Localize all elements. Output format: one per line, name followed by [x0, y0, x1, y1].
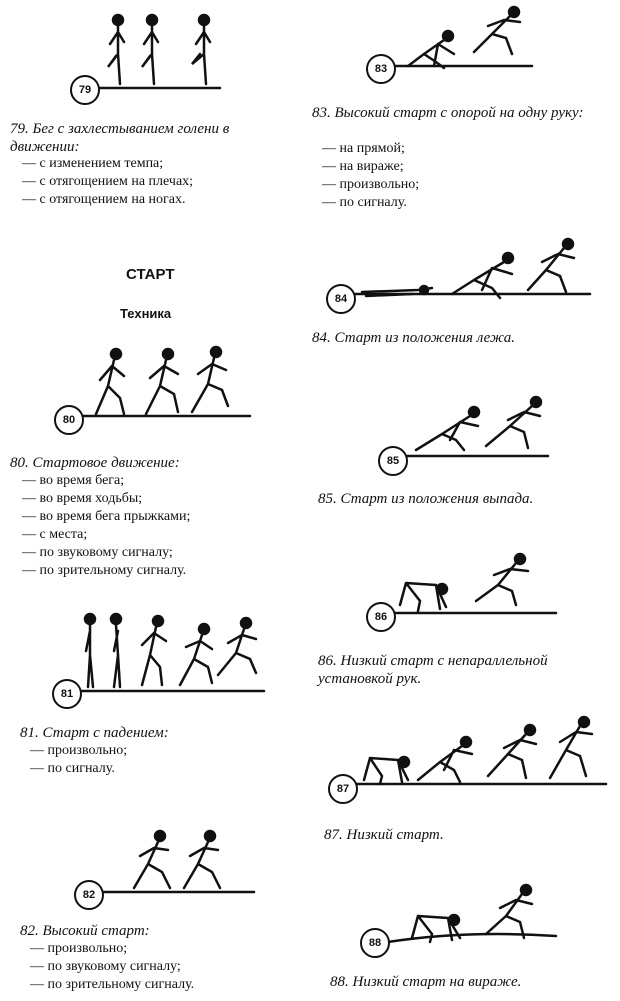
- list-item: — с места;: [22, 526, 190, 544]
- section-subtitle: Техника: [120, 306, 172, 321]
- figure-87: [326, 712, 611, 804]
- list-80: [22, 472, 190, 580]
- figure-85: [376, 390, 556, 474]
- figure-number-badge: 88: [360, 928, 390, 958]
- list-item: — с изменением темпа;: [22, 155, 193, 173]
- figure-87-drawing: [326, 712, 611, 804]
- caption-88: 88. Низкий старт на вираже.: [330, 974, 522, 990]
- list-item: — по зрительному сигналу.: [30, 976, 194, 994]
- caption-79: 79. Бег с захлестыванием голени в движении:: [10, 121, 230, 155]
- list-item: — произвольно;: [322, 176, 419, 194]
- caption-86: 86. Низкий старт с непараллельной установкой рук.: [318, 653, 548, 687]
- figure-83: [364, 2, 539, 84]
- list-81: [30, 742, 127, 778]
- figure-number-badge: 83: [366, 54, 396, 84]
- figure-number-badge: 81: [52, 679, 82, 709]
- list-83: [322, 140, 419, 212]
- list-item: — по звуковому сигналу;: [22, 544, 190, 562]
- figure-84-drawing: [322, 234, 594, 314]
- figure-84: [322, 234, 594, 314]
- list-item: — с отягощением на плечах;: [22, 173, 193, 191]
- section-title: СТАРТ: [126, 266, 175, 283]
- list-82: [30, 940, 194, 994]
- figure-88: [356, 878, 566, 958]
- figure-81-drawing: [50, 605, 275, 703]
- list-item: — во время бега прыжками;: [22, 508, 190, 526]
- caption-87: 87. Низкий старт.: [324, 827, 444, 843]
- list-item: — во время ходьбы;: [22, 490, 190, 508]
- list-item: — по звуковому сигналу;: [30, 958, 194, 976]
- figure-82: [72, 818, 262, 908]
- list-item: — на вираже;: [322, 158, 419, 176]
- caption-82: 82. Высокий старт:: [20, 923, 150, 939]
- list-item: — произвольно;: [30, 940, 194, 958]
- figure-80: [50, 340, 260, 430]
- list-item: — по сигналу.: [322, 194, 419, 212]
- list-item: — произвольно;: [30, 742, 127, 760]
- figure-81: [50, 605, 275, 703]
- list-item: — на прямой;: [322, 140, 419, 158]
- list-item: — с отягощением на ногах.: [22, 191, 193, 209]
- figure-number-badge: 82: [74, 880, 104, 910]
- figure-79: [68, 12, 228, 104]
- figure-number-badge: 85: [378, 446, 408, 476]
- list-item: — по зрительному сигналу.: [22, 562, 190, 580]
- caption-81: 81. Старт с падением:: [20, 725, 169, 741]
- caption-84: 84. Старт из положения лежа.: [312, 330, 515, 346]
- list-item: — по сигналу.: [30, 760, 127, 778]
- list-79: [22, 155, 193, 209]
- caption-83: 83. Высокий старт с опорой на одну руку:: [312, 105, 584, 121]
- caption-80: 80. Стартовое движение:: [10, 455, 180, 471]
- figure-number-badge: 87: [328, 774, 358, 804]
- list-item: — во время бега;: [22, 472, 190, 490]
- figure-number-badge: 80: [54, 405, 84, 435]
- figure-number-badge: 86: [366, 602, 396, 632]
- figure-number-badge: 79: [70, 75, 100, 105]
- caption-85: 85. Старт из положения выпада.: [318, 491, 534, 507]
- figure-86: [364, 547, 564, 631]
- figure-number-badge: 84: [326, 284, 356, 314]
